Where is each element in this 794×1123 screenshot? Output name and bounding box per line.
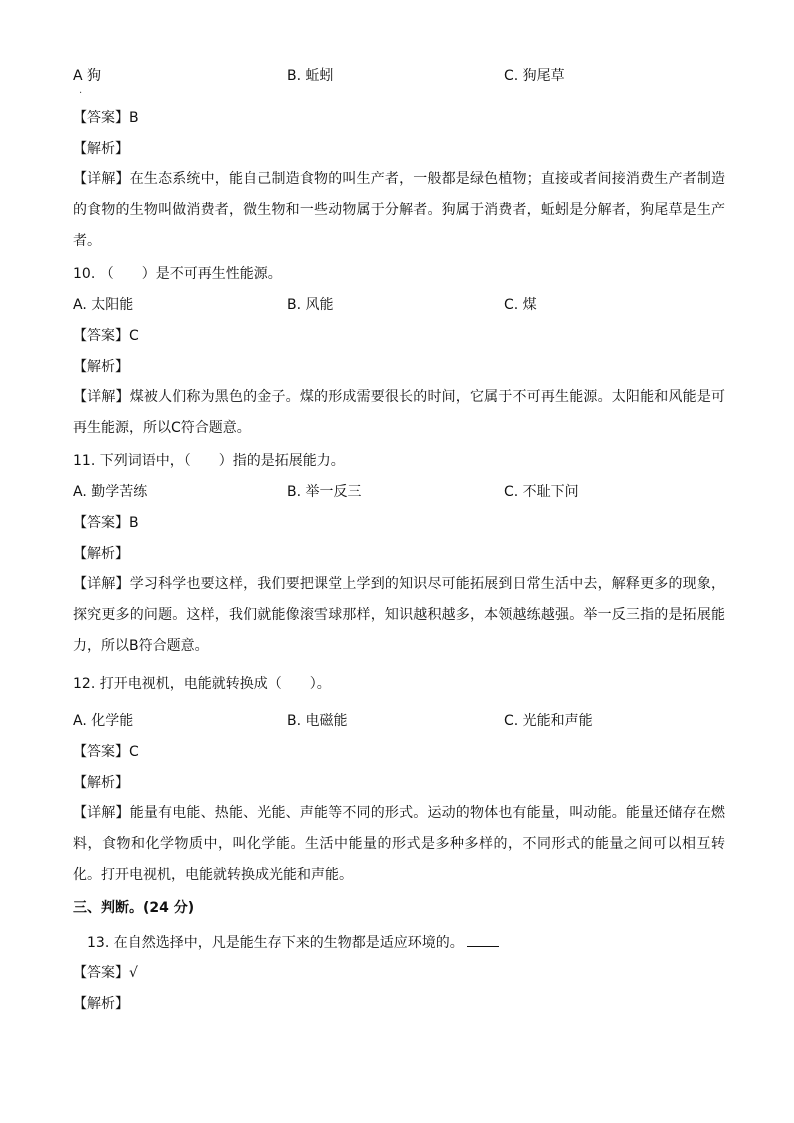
q11-stem: 11. 下列词语中，（ ）指的是拓展能力。 (73, 453, 345, 469)
q12-option-a: A. 化学能 (73, 713, 134, 729)
q9-option-c: C. 狗尾草 (504, 68, 565, 84)
q13-analysis-label: 【解析】 (73, 996, 129, 1012)
q11-analysis-label: 【解析】 (73, 546, 129, 562)
q9-answer: 【答案】B (73, 110, 139, 126)
q11-option-b: B. 举一反三 (287, 484, 362, 500)
q12-detail: 【详解】能量有电能、热能、光能、声能等不同的形式。运动的物体也有能量，叫动能。能量还储存在燃料，食物和化学物质中，叫化学能。生活中能量的形式是多种多样的，不同形式的能量之间可以相互转化。打开电视机，电能就转换成光能和声能。 (73, 805, 725, 883)
q9-detail: 【详解】在生态系统中，能自己制造食物的叫生产者，一般都是绿色植物；直接或者间接消费生产者制造的食物的生物叫做消费者，微生物和一些动物属于分解者。狗属于消费者，蚯蚓是分解者，狗尾草是生产者。 (73, 171, 725, 249)
q11-answer: 【答案】B (73, 515, 139, 531)
q13-answer-blank (467, 932, 499, 947)
q11-option-c: C. 不耻下问 (504, 484, 579, 500)
section-3-title: 三、判断。(24 分) (73, 900, 195, 916)
q10-option-b: B. 风能 (287, 297, 334, 313)
q9-options (73, 66, 733, 86)
q11-detail: 【详解】学习科学也要这样，我们要把课堂上学到的知识尽可能拓展到日常生活中去，解释更多的现象，探究更多的问题。这样，我们就能像滚雪球那样，知识越积越多，本领越练越强。举一反三指的是拓展能力，所以B符合题意。 (73, 576, 725, 654)
q13-stem-line (87, 932, 499, 953)
q10-option-a: A. 太阳能 (73, 297, 134, 313)
q10-option-c: C. 煤 (504, 297, 537, 313)
q11-options (73, 482, 733, 502)
q11-option-a: A. 勤学苦练 (73, 484, 148, 500)
q12-option-c: C. 光能和声能 (504, 713, 593, 729)
q12-analysis-label: 【解析】 (73, 775, 129, 791)
q10-answer: 【答案】C (73, 328, 139, 344)
q10-analysis-label: 【解析】 (73, 359, 129, 375)
q13-stem: 13. 在自然选择中，凡是能生存下来的生物都是适应环境的。 (87, 935, 464, 951)
q12-answer: 【答案】C (73, 744, 139, 760)
stray-dot: · (79, 88, 83, 99)
q9-option-a: A 狗 (73, 68, 102, 84)
q10-stem: 10. （ ）是不可再生性能源。 (73, 266, 282, 282)
q9-option-b: B. 蚯蚓 (287, 68, 334, 84)
q12-option-b: B. 电磁能 (287, 713, 348, 729)
q9-analysis-label: 【解析】 (73, 141, 129, 157)
q10-options (73, 295, 733, 315)
q12-options (73, 711, 733, 731)
q13-answer: 【答案】√ (73, 965, 138, 981)
q12-stem: 12. 打开电视机，电能就转换成（ ）。 (73, 676, 331, 692)
q10-detail: 【详解】煤被人们称为黑色的金子。煤的形成需要很长的时间，它属于不可再生能源。太阳能和风能是可再生能源，所以C符合题意。 (73, 389, 725, 436)
